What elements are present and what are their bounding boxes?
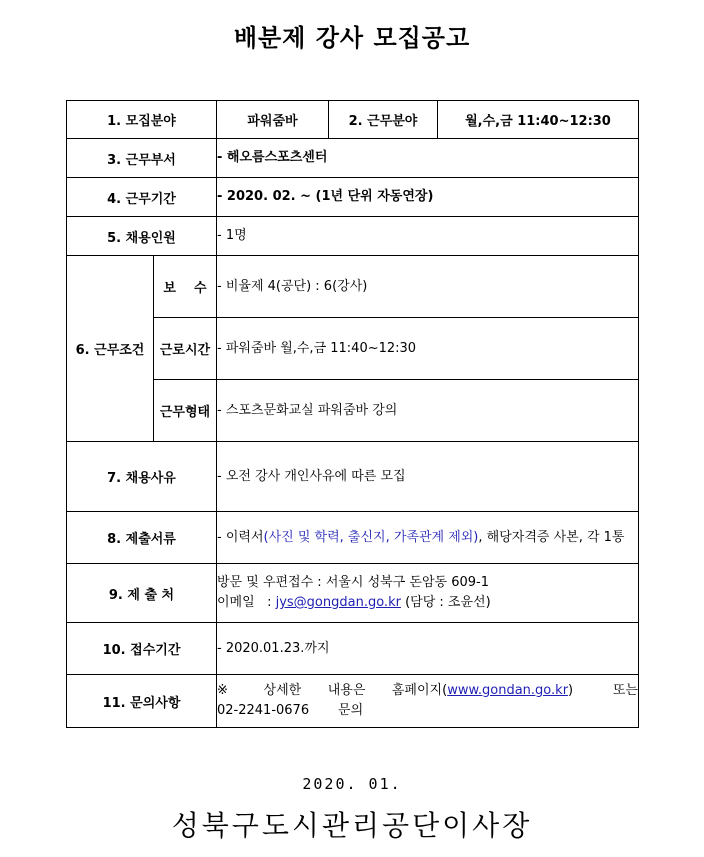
inquiries-suffix: ) 또는 — [568, 683, 638, 698]
submission-address: 방문 및 우편접수 : 서울시 성북구 돈암동 609-1 — [217, 575, 490, 590]
work-period-value: - 2020. 02. ~ (1년 단위 자동연장) — [217, 178, 639, 217]
email-contact: (담당 : 조윤선) — [400, 595, 491, 610]
row-submission — [67, 564, 639, 623]
pay-label: 보 수 — [154, 256, 217, 318]
email-link[interactable]: jys@gongdan.go.kr — [275, 595, 401, 610]
type-label: 근무형태 — [154, 380, 217, 442]
type-value: - 스포츠문화교실 파워줌바 강의 — [217, 380, 639, 442]
row-headcount — [67, 217, 639, 256]
documents-suffix: , 해당자격증 사본, 각 1통 — [478, 529, 625, 545]
hiring-reason-label: 7. 채용사유 — [67, 442, 217, 512]
row-documents — [67, 512, 639, 564]
row-application-period — [67, 623, 639, 675]
inquiries-value — [217, 675, 639, 728]
hours-value: - 파워줌바 월,수,금 11:40~12:30 — [217, 318, 639, 380]
issuer-signature: 성북구도시관리공단이사장 — [171, 809, 533, 842]
application-period-value: - 2020.01.23.까지 — [217, 623, 639, 675]
row-department — [67, 139, 639, 178]
submission-value — [217, 564, 639, 623]
inquiries-label: 11. 문의사항 — [67, 675, 217, 728]
documents-prefix: - 이력서 — [217, 529, 264, 545]
recruitment-field-value: 파워줌바 — [217, 101, 329, 139]
work-field-label: 2. 근무분야 — [329, 101, 438, 139]
documents-exclusions: (사진 및 학력, 출신지, 가족관계 제외) — [263, 529, 479, 545]
submission-label: 9. 제 출 처 — [67, 564, 217, 623]
inquiries-line1 — [217, 681, 638, 701]
email-prefix: 이메일 : — [217, 595, 276, 610]
homepage-link[interactable]: www.gondan.go.kr — [447, 683, 569, 698]
submission-email-line — [217, 593, 638, 613]
work-field-value: 월,수,금 11:40~12:30 — [438, 101, 639, 139]
documents-value — [217, 512, 639, 564]
headcount-value: - 1명 — [217, 217, 639, 256]
row-work-conditions-pay — [67, 256, 639, 318]
documents-label: 8. 제출서류 — [67, 512, 217, 564]
row-inquiries — [67, 675, 639, 728]
row-recruitment-field — [67, 101, 639, 139]
row-work-period — [67, 178, 639, 217]
headcount-label: 5. 채용인원 — [67, 217, 217, 256]
page-title: 배분제 강사 모집공고 — [233, 24, 471, 52]
work-conditions-label: 6. 근무조건 — [67, 256, 154, 442]
inquiries-prefix: ※ 상세한 내용은 홈페이지( — [217, 683, 448, 698]
row-hiring-reason — [67, 442, 639, 512]
department-value: - 해오름스포츠센터 — [217, 139, 639, 178]
department-label: 3. 근무부서 — [67, 139, 217, 178]
inquiries-phone: 02-2241-0676 문의 — [217, 703, 364, 718]
hiring-reason-value: - 오전 강사 개인사유에 따른 모집 — [217, 442, 639, 512]
recruitment-table — [66, 100, 639, 728]
pay-value: - 비율제 4(공단) : 6(강사) — [217, 256, 639, 318]
hours-label: 근로시간 — [154, 318, 217, 380]
recruitment-field-label: 1. 모집분야 — [67, 101, 217, 139]
notice-date: 2020. 01. — [302, 775, 402, 793]
application-period-label: 10. 접수기간 — [67, 623, 217, 675]
work-period-label: 4. 근무기간 — [67, 178, 217, 217]
